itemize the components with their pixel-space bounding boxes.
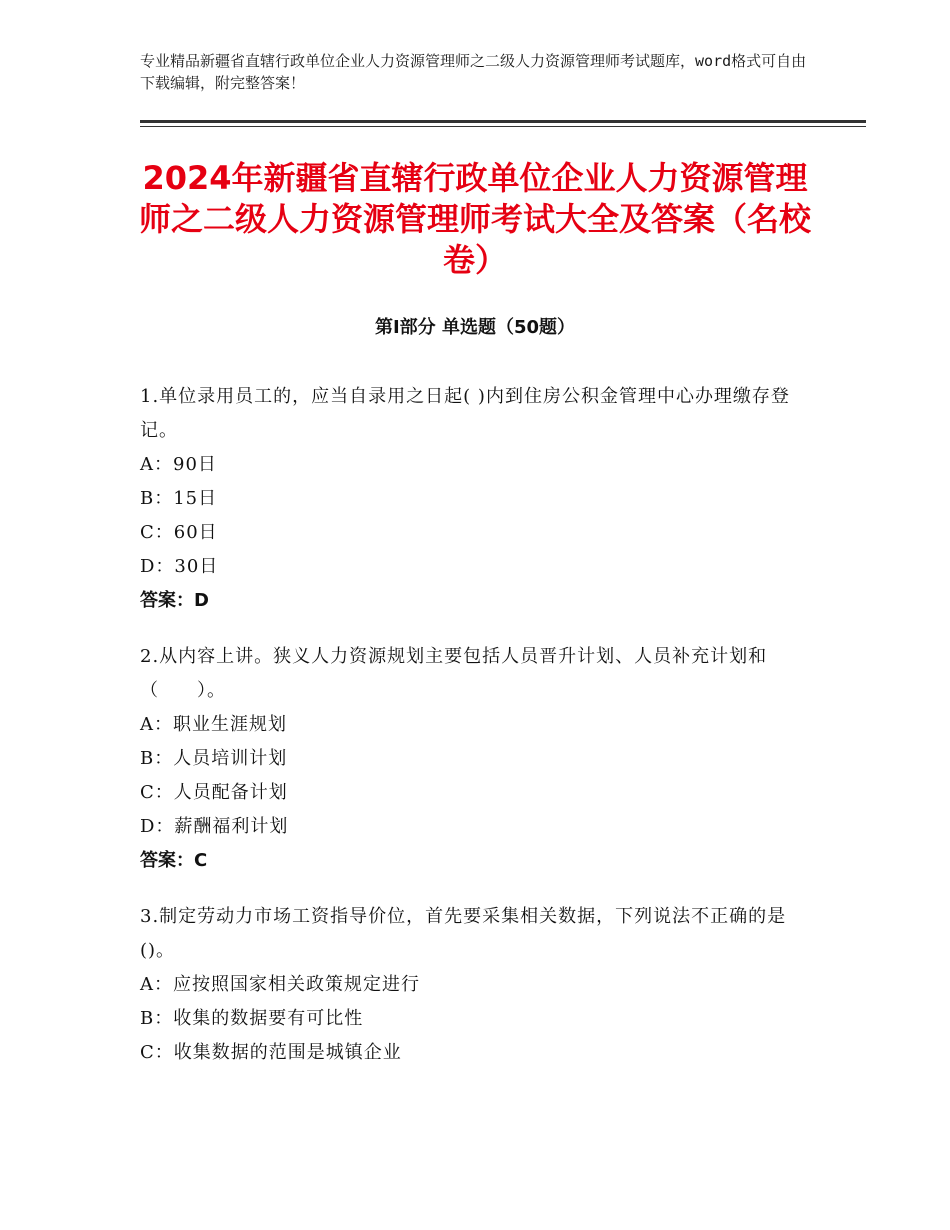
- option-c: C：人员配备计划: [140, 782, 288, 803]
- option-b: B：15日: [140, 488, 218, 509]
- option-a: A：职业生涯规划: [140, 714, 287, 735]
- section-heading: 第Ⅰ部分 单选题（50题）: [374, 317, 575, 338]
- question-1: [140, 380, 820, 618]
- answer: 答案：C: [140, 850, 208, 871]
- option-b: B：收集的数据要有可比性: [140, 1008, 364, 1029]
- header-divider-thick: [140, 120, 866, 123]
- question-3: [140, 900, 820, 1070]
- header-divider-thin: [140, 126, 866, 127]
- question-2: [140, 640, 820, 878]
- option-a: A：应按照国家相关政策规定进行: [140, 974, 420, 995]
- question-list: [140, 380, 820, 1092]
- option-d: D：薪酬福利计划: [140, 816, 289, 837]
- option-b: B：人员培训计划: [140, 748, 288, 769]
- question-stem: 3.制定劳动力市场工资指导价位，首先要采集相关数据，下列说法不正确的是()。: [140, 906, 787, 961]
- answer: 答案：D: [140, 590, 209, 611]
- question-stem: 1.单位录用员工的，应当自录用之日起( )内到住房公积金管理中心办理缴存登记。: [140, 386, 790, 441]
- document-title: 2024年新疆省直辖行政单位企业人力资源管理师之二级人力资源管理师考试大全及答案（名校卷）: [138, 159, 811, 279]
- option-a: A：90日: [140, 454, 217, 475]
- header-note: 专业精品新疆省直辖行政单位企业人力资源管理师之二级人力资源管理师考试题库，word格式可自由下载编辑，附完整答案！: [140, 52, 807, 92]
- option-c: C：60日: [140, 522, 218, 543]
- question-stem: 2.从内容上讲。狭义人力资源规划主要包括人员晋升计划、人员补充计划和（ ）。: [140, 646, 768, 701]
- option-c: C：收集数据的范围是城镇企业: [140, 1042, 402, 1063]
- option-d: D：30日: [140, 556, 219, 577]
